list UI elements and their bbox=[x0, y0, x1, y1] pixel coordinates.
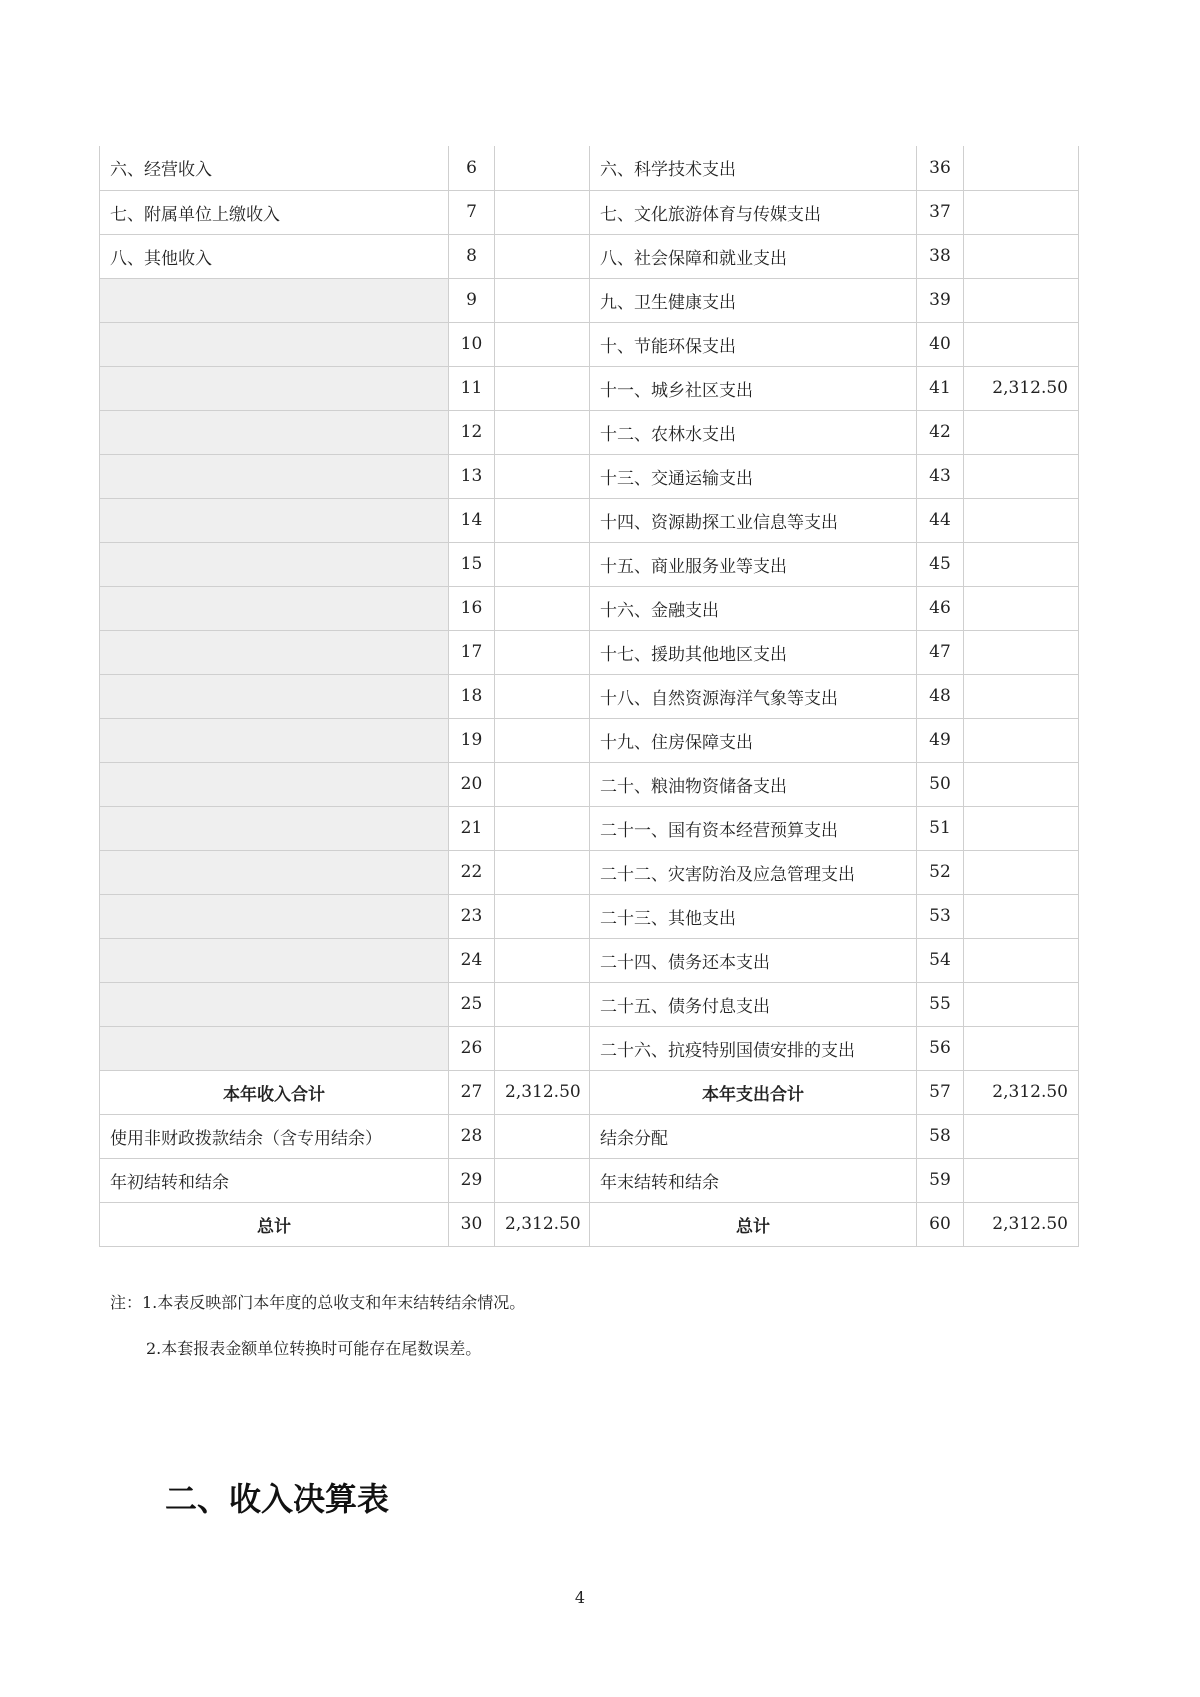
expense-row-number: 53 bbox=[917, 894, 964, 938]
income-item-label: 六、经营收入 bbox=[100, 146, 449, 190]
expense-row-number: 42 bbox=[917, 410, 964, 454]
table-body bbox=[100, 146, 1079, 1246]
income-item-label bbox=[100, 718, 449, 762]
table-row bbox=[100, 938, 1079, 982]
expense-amount bbox=[964, 410, 1079, 454]
income-row-number: 9 bbox=[449, 278, 495, 322]
income-row-number: 29 bbox=[449, 1158, 495, 1202]
expense-item-label: 十八、自然资源海洋气象等支出 bbox=[590, 674, 917, 718]
table-row bbox=[100, 630, 1079, 674]
expense-amount bbox=[964, 938, 1079, 982]
income-item-label bbox=[100, 498, 449, 542]
income-row-number: 18 bbox=[449, 674, 495, 718]
income-amount bbox=[495, 278, 590, 322]
expense-item-label: 八、社会保障和就业支出 bbox=[590, 234, 917, 278]
income-row-number: 13 bbox=[449, 454, 495, 498]
table-row bbox=[100, 674, 1079, 718]
table-row bbox=[100, 498, 1079, 542]
income-amount bbox=[495, 1158, 590, 1202]
expense-amount bbox=[964, 1114, 1079, 1158]
expense-row-number: 47 bbox=[917, 630, 964, 674]
table-row bbox=[100, 542, 1079, 586]
table-row bbox=[100, 586, 1079, 630]
expense-amount bbox=[964, 850, 1079, 894]
expense-item-label: 七、文化旅游体育与传媒支出 bbox=[590, 190, 917, 234]
income-amount bbox=[495, 410, 590, 454]
expense-row-number: 56 bbox=[917, 1026, 964, 1070]
expense-item-label: 十、节能环保支出 bbox=[590, 322, 917, 366]
expense-amount bbox=[964, 894, 1079, 938]
expense-item-label: 二十六、抗疫特别国债安排的支出 bbox=[590, 1026, 917, 1070]
income-row-number: 28 bbox=[449, 1114, 495, 1158]
income-item-label bbox=[100, 806, 449, 850]
expense-amount bbox=[964, 1158, 1079, 1202]
expense-row-number: 58 bbox=[917, 1114, 964, 1158]
expense-item-label: 二十二、灾害防治及应急管理支出 bbox=[590, 850, 917, 894]
income-item-label bbox=[100, 410, 449, 454]
income-amount bbox=[495, 630, 590, 674]
income-row-number: 27 bbox=[449, 1070, 495, 1114]
table-row bbox=[100, 762, 1079, 806]
expense-amount bbox=[964, 542, 1079, 586]
income-row-number: 23 bbox=[449, 894, 495, 938]
income-item-label bbox=[100, 586, 449, 630]
expense-row-number: 44 bbox=[917, 498, 964, 542]
income-item-label: 使用非财政拨款结余（含专用结余） bbox=[100, 1114, 449, 1158]
expense-item-label: 二十四、债务还本支出 bbox=[590, 938, 917, 982]
income-amount bbox=[495, 542, 590, 586]
note-line-1: 注：1.本表反映部门本年度的总收支和年末结转结余情况。 bbox=[110, 1293, 526, 1312]
income-row-number: 8 bbox=[449, 234, 495, 278]
table-row bbox=[100, 1202, 1079, 1246]
table-row bbox=[100, 1026, 1079, 1070]
income-amount bbox=[495, 586, 590, 630]
expense-row-number: 48 bbox=[917, 674, 964, 718]
expense-amount: 2,312.50 bbox=[964, 1202, 1079, 1246]
table-row bbox=[100, 234, 1079, 278]
expense-item-label: 结余分配 bbox=[590, 1114, 917, 1158]
income-amount bbox=[495, 190, 590, 234]
expense-row-number: 40 bbox=[917, 322, 964, 366]
income-row-number: 26 bbox=[449, 1026, 495, 1070]
expense-amount bbox=[964, 146, 1079, 190]
income-row-number: 6 bbox=[449, 146, 495, 190]
income-row-number: 21 bbox=[449, 806, 495, 850]
income-amount bbox=[495, 762, 590, 806]
expense-row-number: 60 bbox=[917, 1202, 964, 1246]
income-amount bbox=[495, 718, 590, 762]
income-amount bbox=[495, 1114, 590, 1158]
table-row bbox=[100, 894, 1079, 938]
expense-row-number: 41 bbox=[917, 366, 964, 410]
income-amount bbox=[495, 982, 590, 1026]
income-row-number: 7 bbox=[449, 190, 495, 234]
expense-amount bbox=[964, 498, 1079, 542]
expense-item-label: 二十三、其他支出 bbox=[590, 894, 917, 938]
income-row-number: 24 bbox=[449, 938, 495, 982]
expense-item-label: 十三、交通运输支出 bbox=[590, 454, 917, 498]
table-row bbox=[100, 366, 1079, 410]
table-row bbox=[100, 806, 1079, 850]
income-row-number: 19 bbox=[449, 718, 495, 762]
income-item-label bbox=[100, 454, 449, 498]
income-row-number: 16 bbox=[449, 586, 495, 630]
table-row bbox=[100, 454, 1079, 498]
table-row bbox=[100, 190, 1079, 234]
expense-item-label: 年末结转和结余 bbox=[590, 1158, 917, 1202]
expense-row-number: 50 bbox=[917, 762, 964, 806]
income-row-number: 20 bbox=[449, 762, 495, 806]
expense-item-label: 十五、商业服务业等支出 bbox=[590, 542, 917, 586]
expense-item-label: 十九、住房保障支出 bbox=[590, 718, 917, 762]
income-amount bbox=[495, 850, 590, 894]
income-amount bbox=[495, 322, 590, 366]
expense-item-label: 总计 bbox=[590, 1202, 917, 1246]
table-row bbox=[100, 1158, 1079, 1202]
income-item-label bbox=[100, 894, 449, 938]
expense-row-number: 51 bbox=[917, 806, 964, 850]
expense-amount bbox=[964, 454, 1079, 498]
expense-item-label: 十一、城乡社区支出 bbox=[590, 366, 917, 410]
income-item-label bbox=[100, 674, 449, 718]
table-row bbox=[100, 146, 1079, 190]
expense-amount bbox=[964, 1026, 1079, 1070]
income-item-label: 总计 bbox=[100, 1202, 449, 1246]
expense-amount bbox=[964, 630, 1079, 674]
expense-amount bbox=[964, 762, 1079, 806]
expense-amount: 2,312.50 bbox=[964, 1070, 1079, 1114]
page-number: 4 bbox=[574, 1588, 586, 1607]
income-amount bbox=[495, 454, 590, 498]
income-amount bbox=[495, 234, 590, 278]
expense-amount bbox=[964, 982, 1079, 1026]
income-amount bbox=[495, 806, 590, 850]
expense-item-label: 本年支出合计 bbox=[590, 1070, 917, 1114]
expense-amount bbox=[964, 278, 1079, 322]
expense-row-number: 38 bbox=[917, 234, 964, 278]
expense-amount bbox=[964, 234, 1079, 278]
income-amount bbox=[495, 366, 590, 410]
expense-item-label: 九、卫生健康支出 bbox=[590, 278, 917, 322]
expense-row-number: 59 bbox=[917, 1158, 964, 1202]
expense-row-number: 46 bbox=[917, 586, 964, 630]
income-item-label bbox=[100, 366, 449, 410]
expense-row-number: 45 bbox=[917, 542, 964, 586]
expense-item-label: 六、科学技术支出 bbox=[590, 146, 917, 190]
expense-amount bbox=[964, 718, 1079, 762]
income-item-label: 七、附属单位上缴收入 bbox=[100, 190, 449, 234]
expense-row-number: 43 bbox=[917, 454, 964, 498]
expense-amount bbox=[964, 586, 1079, 630]
table-row bbox=[100, 850, 1079, 894]
income-amount bbox=[495, 938, 590, 982]
expense-row-number: 39 bbox=[917, 278, 964, 322]
table-row bbox=[100, 322, 1079, 366]
expense-row-number: 57 bbox=[917, 1070, 964, 1114]
income-item-label bbox=[100, 850, 449, 894]
income-item-label bbox=[100, 322, 449, 366]
note-line-2: 2.本套报表金额单位转换时可能存在尾数误差。 bbox=[146, 1339, 482, 1358]
income-amount bbox=[495, 894, 590, 938]
expense-amount bbox=[964, 190, 1079, 234]
table-row bbox=[100, 1114, 1079, 1158]
income-item-label: 八、其他收入 bbox=[100, 234, 449, 278]
income-amount: 2,312.50 bbox=[495, 1202, 590, 1246]
expense-row-number: 36 bbox=[917, 146, 964, 190]
income-row-number: 15 bbox=[449, 542, 495, 586]
expense-row-number: 52 bbox=[917, 850, 964, 894]
expense-row-number: 55 bbox=[917, 982, 964, 1026]
expense-item-label: 二十一、国有资本经营预算支出 bbox=[590, 806, 917, 850]
income-item-label bbox=[100, 278, 449, 322]
income-amount bbox=[495, 1026, 590, 1070]
income-row-number: 10 bbox=[449, 322, 495, 366]
table-row bbox=[100, 278, 1079, 322]
income-amount: 2,312.50 bbox=[495, 1070, 590, 1114]
expense-item-label: 二十五、债务付息支出 bbox=[590, 982, 917, 1026]
income-row-number: 14 bbox=[449, 498, 495, 542]
income-row-number: 30 bbox=[449, 1202, 495, 1246]
expense-amount bbox=[964, 322, 1079, 366]
income-row-number: 12 bbox=[449, 410, 495, 454]
expense-item-label: 十四、资源勘探工业信息等支出 bbox=[590, 498, 917, 542]
table-row bbox=[100, 718, 1079, 762]
income-amount bbox=[495, 146, 590, 190]
expense-row-number: 49 bbox=[917, 718, 964, 762]
income-row-number: 11 bbox=[449, 366, 495, 410]
expense-item-label: 十七、援助其他地区支出 bbox=[590, 630, 917, 674]
expense-item-label: 十六、金融支出 bbox=[590, 586, 917, 630]
table-row bbox=[100, 982, 1079, 1026]
income-amount bbox=[495, 674, 590, 718]
income-expenditure-table bbox=[99, 146, 1079, 1247]
income-item-label bbox=[100, 630, 449, 674]
expense-row-number: 37 bbox=[917, 190, 964, 234]
income-item-label bbox=[100, 982, 449, 1026]
income-item-label bbox=[100, 542, 449, 586]
income-row-number: 22 bbox=[449, 850, 495, 894]
section-heading: 二、收入决算表 bbox=[165, 1480, 390, 1518]
expense-item-label: 十二、农林水支出 bbox=[590, 410, 917, 454]
income-item-label: 年初结转和结余 bbox=[100, 1158, 449, 1202]
table-row bbox=[100, 410, 1079, 454]
expense-amount bbox=[964, 674, 1079, 718]
income-row-number: 17 bbox=[449, 630, 495, 674]
expense-item-label: 二十、粮油物资储备支出 bbox=[590, 762, 917, 806]
table-row bbox=[100, 1070, 1079, 1114]
income-item-label: 本年收入合计 bbox=[100, 1070, 449, 1114]
income-row-number: 25 bbox=[449, 982, 495, 1026]
income-item-label bbox=[100, 1026, 449, 1070]
expense-amount bbox=[964, 806, 1079, 850]
income-amount bbox=[495, 498, 590, 542]
income-item-label bbox=[100, 938, 449, 982]
income-item-label bbox=[100, 762, 449, 806]
expense-row-number: 54 bbox=[917, 938, 964, 982]
expense-amount: 2,312.50 bbox=[964, 366, 1079, 410]
